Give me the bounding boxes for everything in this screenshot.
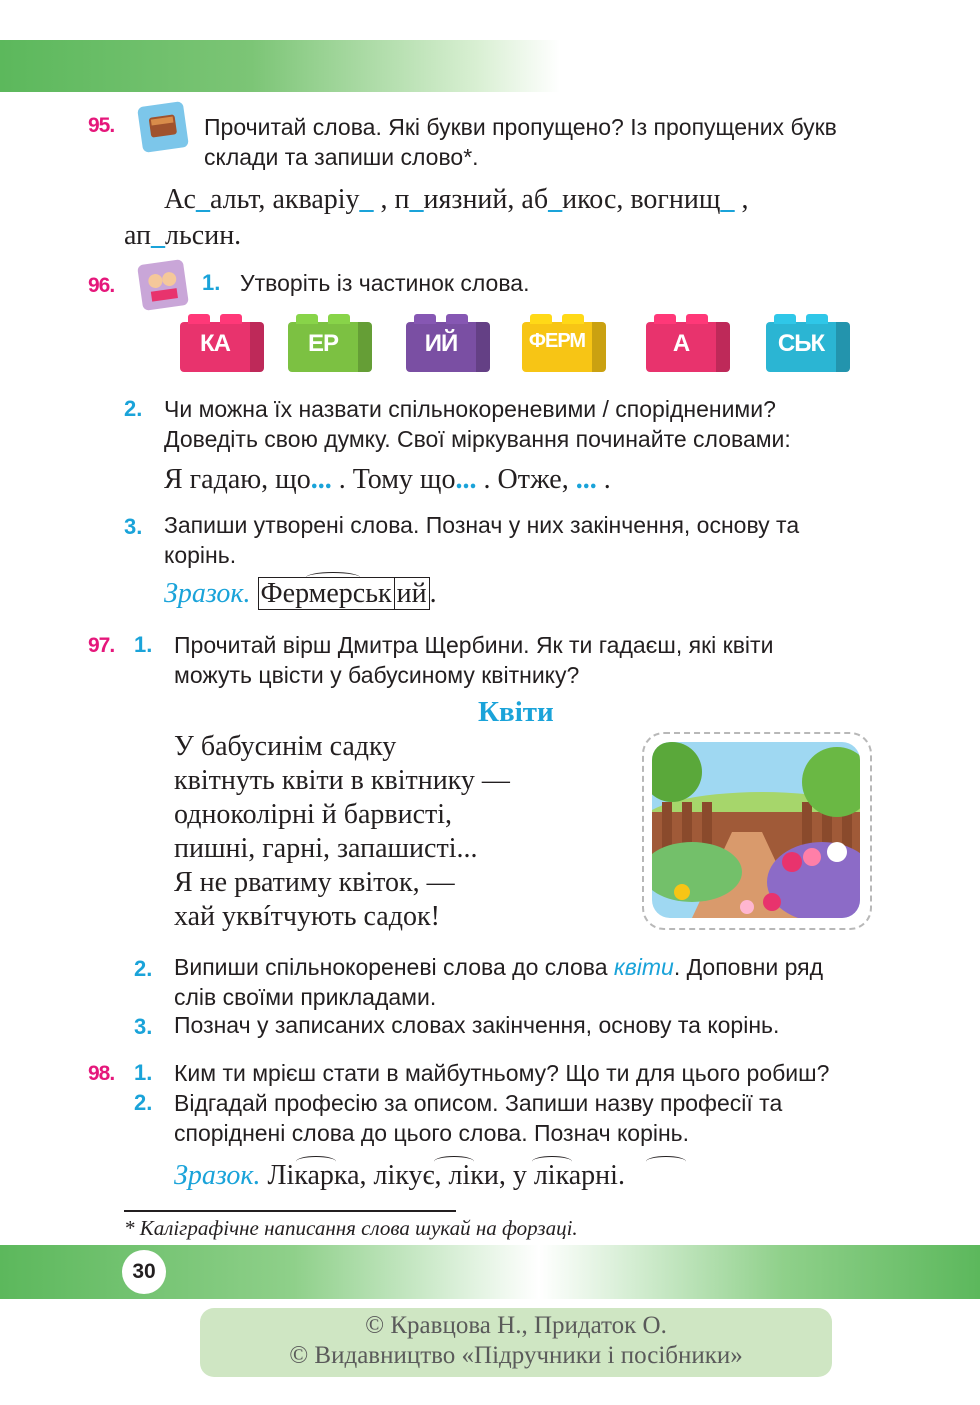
sample-stem: Фермерськ bbox=[258, 577, 394, 610]
task-97-sub-3-number: 3. bbox=[134, 1014, 153, 1039]
task-95-words: Ас_альт, акваріу_ , п_иязний, аб_икос, вогнищ_ , bbox=[164, 184, 749, 215]
task-98-sample: Зразок. Лікарка, лікує, ліки, у лікарні. bbox=[174, 1160, 625, 1191]
root-arc bbox=[532, 1156, 572, 1167]
copyright-box bbox=[200, 1308, 832, 1377]
task-96-sub-3-number: 3. bbox=[124, 514, 143, 539]
sample-ending: ий bbox=[394, 577, 430, 610]
root-arc bbox=[306, 572, 360, 583]
task-97-sub-1-text: Прочитай вірш Дмитра Щербини. Як ти гадаєш, які квіти можуть цвісти у бабусиному квітнику? bbox=[174, 632, 774, 688]
poem-line: одноколірні й барвисті, bbox=[174, 799, 453, 830]
root-arc bbox=[646, 1156, 686, 1167]
footnote: * Каліграфічне написання слова шукай на форзаці. bbox=[124, 1216, 578, 1240]
page-number: 30 bbox=[122, 1250, 166, 1294]
brick-ferm: ФЕРМ bbox=[522, 322, 606, 372]
task-97-sub-2-text: Випиши спільнокореневі слова до слова квіти. Доповни ряд слів своїми прикладами. bbox=[174, 954, 824, 1010]
garden-illustration bbox=[652, 742, 860, 918]
poem-line: квітнуть квіти в квітнику — bbox=[174, 765, 510, 796]
footnote-divider bbox=[124, 1210, 456, 1212]
brick-a: А bbox=[646, 322, 730, 372]
task-96-sub-2-text: Чи можна їх назвати спільнокореневими / спорідненими? Доведіть свою думку. Свої міркування починайте словами: bbox=[164, 396, 791, 452]
task-96-sub-1-number: 1. bbox=[202, 270, 221, 295]
task-96-sub-3-text: Запиши утворені слова. Познач у них закінчення, основу та корінь. bbox=[164, 512, 800, 568]
poem-line: У бабусинім садку bbox=[174, 731, 397, 762]
task-96-sample: Зразок. Фермерськ ий . bbox=[164, 578, 437, 609]
brick-yi: ИЙ bbox=[406, 322, 490, 372]
task-97-sub-2-number: 2. bbox=[134, 956, 153, 981]
copyright-authors: © Кравцова Н., Придаток О. bbox=[365, 1312, 667, 1339]
root-arc bbox=[296, 1156, 336, 1167]
task-97-sub-3-text: Познач у записаних словах закінчення, основу та корінь. bbox=[174, 1012, 780, 1038]
header-band bbox=[0, 40, 560, 92]
task-number-95: 95. bbox=[88, 114, 115, 137]
task-98-sub-2-text: Відгадай професію за описом. Запиши назву професії та споріднені слова до цього слова. Познач корінь. bbox=[174, 1090, 783, 1146]
task-number-98: 98. bbox=[88, 1062, 115, 1085]
task-number-96: 96. bbox=[88, 274, 115, 297]
brick-ka: КА bbox=[180, 322, 264, 372]
task-96-phrase: Я гадаю, що... . Тому що... . Отже, ... . bbox=[164, 464, 611, 495]
task-98-sub-2-number: 2. bbox=[134, 1090, 153, 1115]
garden-picture-frame bbox=[642, 732, 872, 930]
children-reading-icon bbox=[137, 259, 189, 311]
task-98-sub-1-text: Ким ти мрієш стати в майбутньому? Що ти для цього робиш? bbox=[174, 1060, 830, 1086]
poem-line: хай уквíтчують садок! bbox=[174, 901, 440, 932]
task-95-instruction: Прочитай слова. Які букви пропущено? Із пропущених букв склади та запиши слово*. bbox=[204, 114, 837, 170]
task-98-sub-1-number: 1. bbox=[134, 1060, 153, 1085]
root-arc bbox=[434, 1156, 474, 1167]
task-96-sub-2-number: 2. bbox=[124, 396, 143, 421]
poem-title: Квіти bbox=[478, 696, 554, 728]
copyright-publisher: © Видавництво «Підручники і посібники» bbox=[289, 1342, 743, 1369]
brick-er: ЕР bbox=[288, 322, 372, 372]
task-number-97: 97. bbox=[88, 634, 115, 657]
task-97-sub-1-number: 1. bbox=[134, 632, 153, 657]
task-96-sub-1-text: Утворіть із частинок слова. bbox=[240, 270, 530, 296]
poem-line: пишні, гарні, запашисті... bbox=[174, 833, 478, 864]
book-icon bbox=[137, 101, 189, 153]
poem-line: Я не рватиму квіток, — bbox=[174, 867, 455, 898]
brick-sk: СЬК bbox=[766, 322, 850, 372]
task-95-words-line2: ап_льсин. bbox=[124, 220, 242, 251]
poem bbox=[174, 730, 510, 934]
